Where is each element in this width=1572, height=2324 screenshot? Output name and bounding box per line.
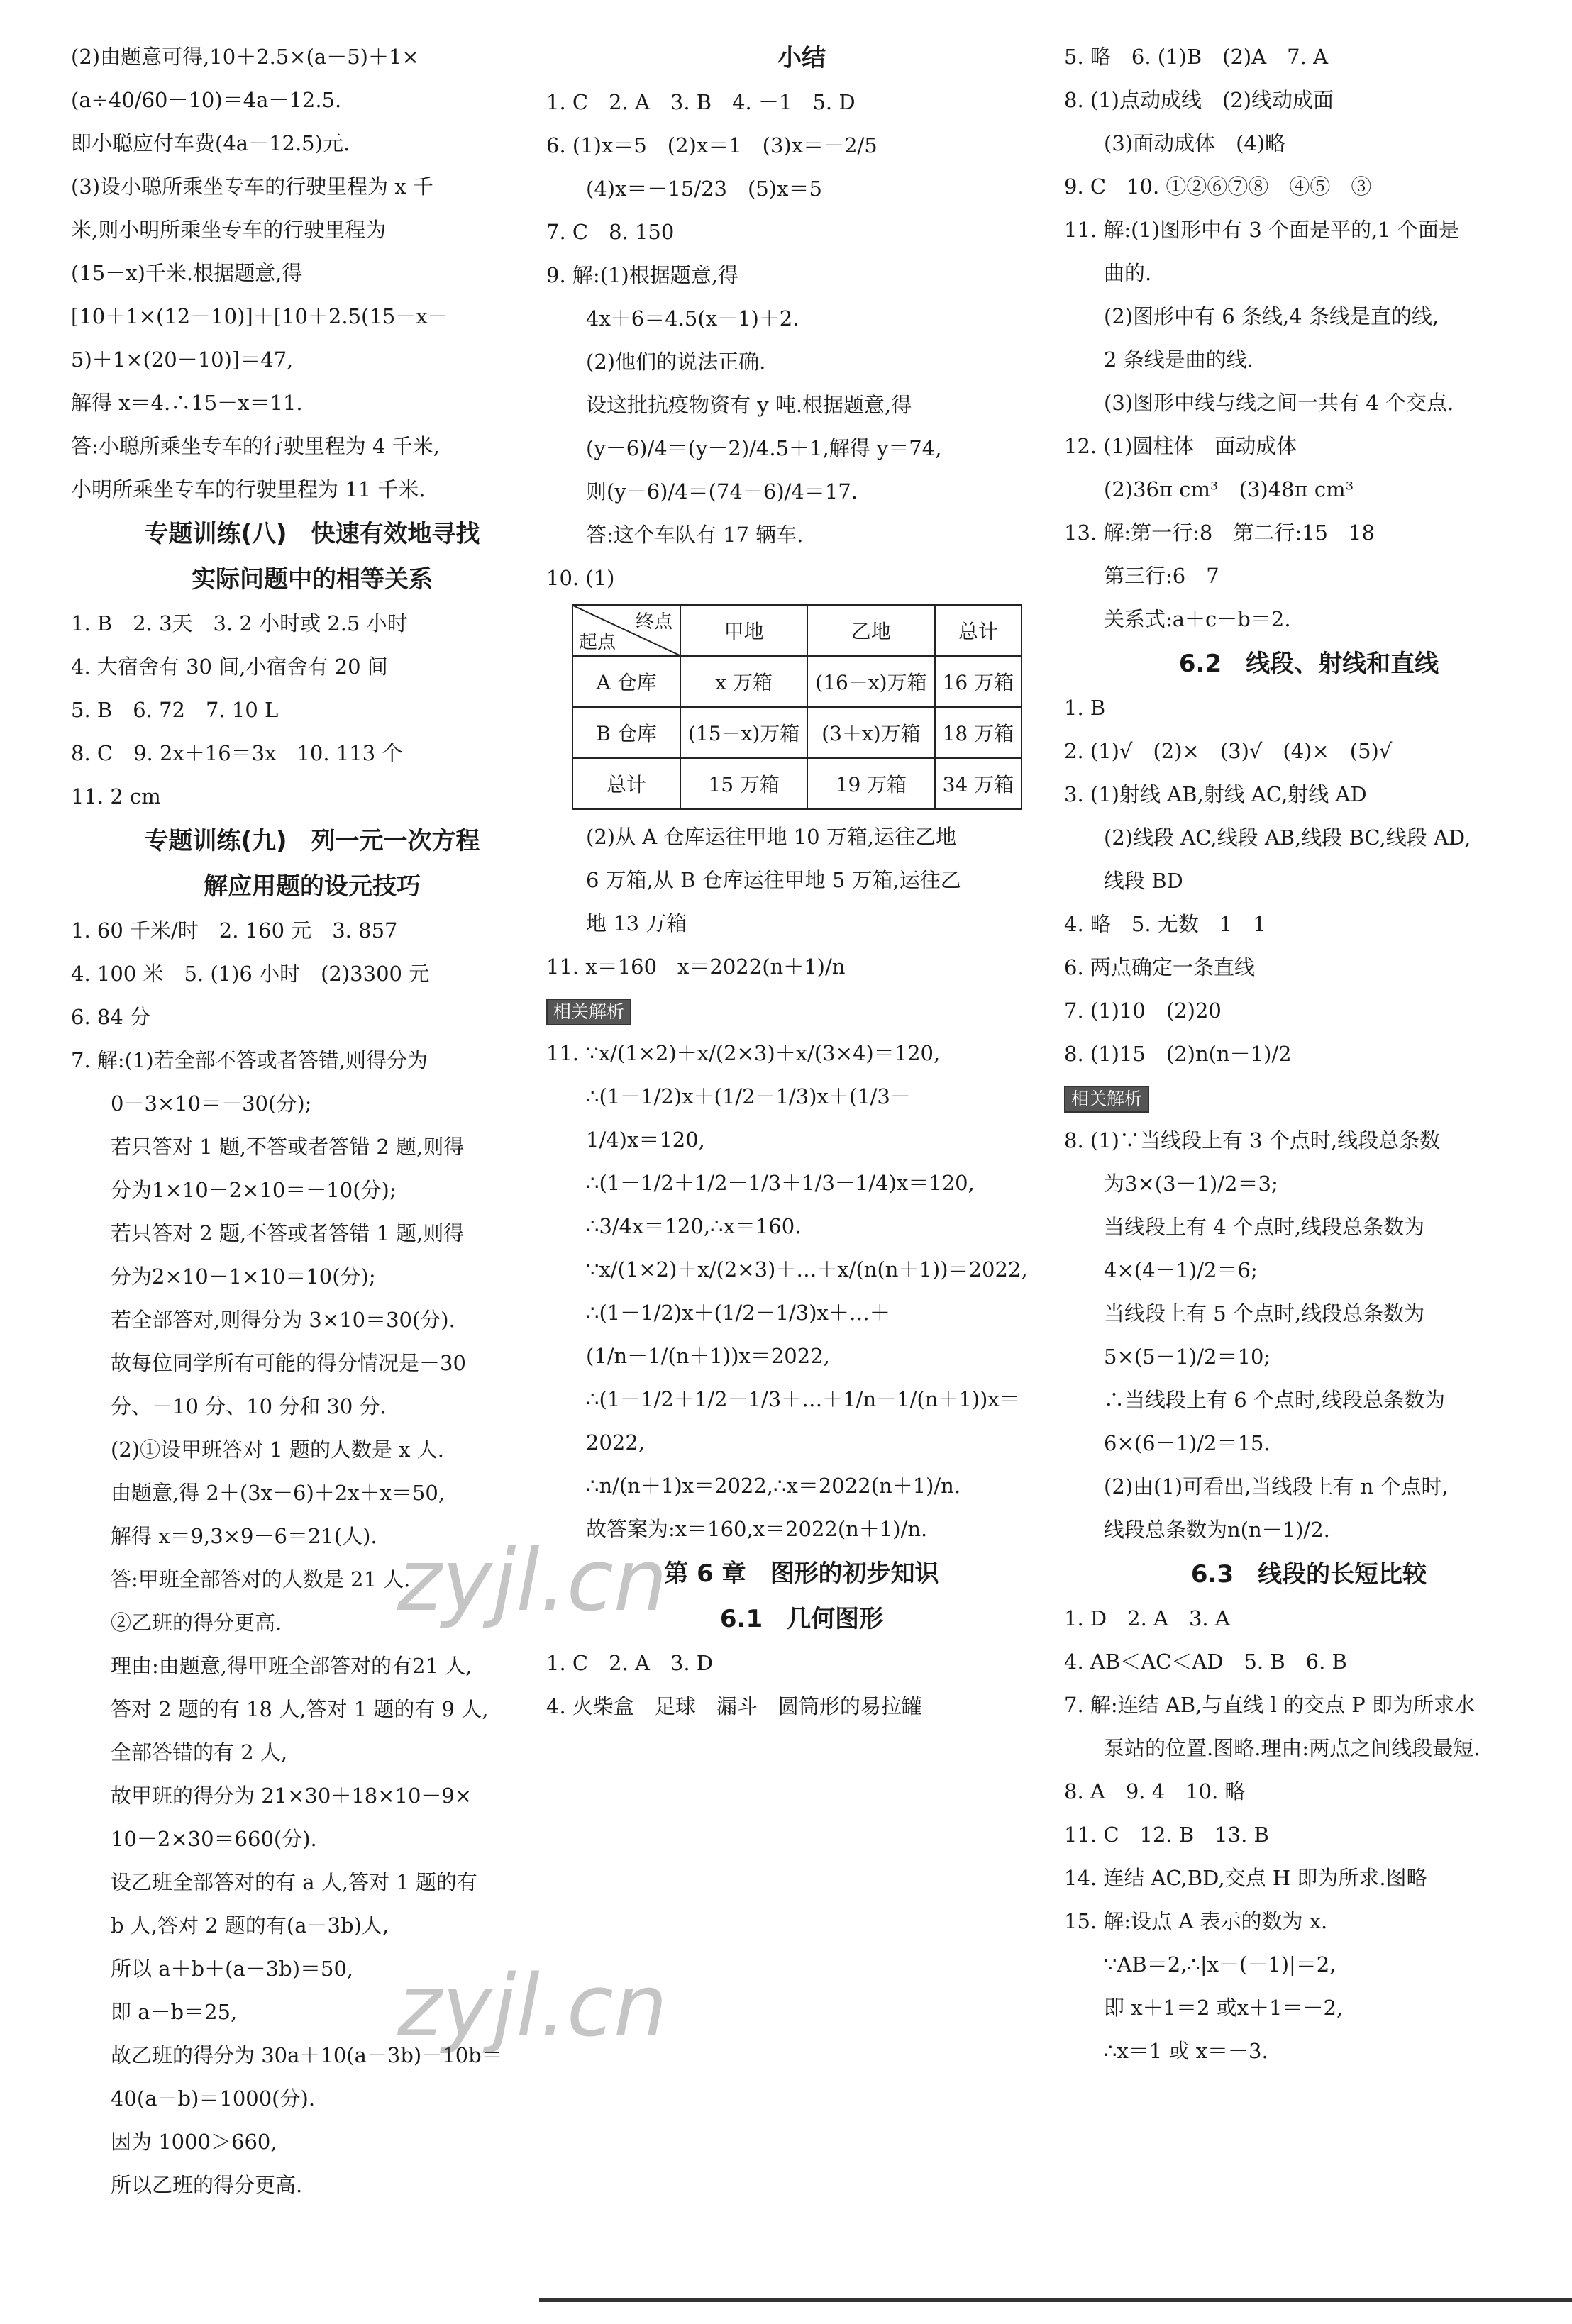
answer-line: (3)面动成体 (4)略 (1104, 131, 1286, 155)
answer-line: b 人,答对 2 题的有(a－3b)人, (111, 1913, 389, 1937)
answer-line: ②乙班的得分更高. (111, 1611, 282, 1635)
answer-line: 答:这个车队有 17 辆车. (586, 523, 804, 547)
section-heading: 实际问题中的相等关系 (192, 565, 433, 594)
answer-line: 小明所乘坐专车的行驶里程为 11 千米. (71, 477, 426, 501)
answer-line: 全部答错的有 2 人, (111, 1740, 288, 1764)
answer-line: 1. D 2. A 3. A (1064, 1606, 1230, 1630)
answer-line: (2)图形中有 6 条线,4 条线是直的线, (1104, 304, 1439, 328)
answer-line: 分为2×10－1×10＝10(分); (111, 1264, 376, 1289)
answer-line: ∴(1－1/2＋1/2－1/3＋1/3－1/4)x＝120, (586, 1171, 975, 1195)
answer-line: 即 x＋1＝2 或x＋1＝－2, (1104, 1996, 1344, 2020)
answer-line: 若只答对 2 题,不答或者答错 1 题,则得 (111, 1221, 465, 1245)
section-heading: 6.3 线段的长短比较 (1190, 1560, 1427, 1589)
watermark: zyjl.cn (397, 1532, 668, 1630)
answer-line: 2022, (586, 1430, 646, 1455)
answer-line: 答:甲班全部答对的人数是 21 人. (111, 1567, 411, 1591)
answer-line: 4. 大宿舍有 30 间,小宿舍有 20 间 (71, 655, 388, 679)
answer-line: ∴(1－1/2＋1/2－1/3＋…＋1/n－1/(n＋1))x＝ (586, 1387, 1020, 1411)
answer-line: 7. 解:(1)若全部不答或者答错,则得分为 (71, 1048, 428, 1072)
table-header-cell: 总计 (935, 605, 1022, 656)
answer-line: 4x＋6＝4.5(x－1)＋2. (586, 306, 799, 330)
answer-line: 7. (1)10 (2)20 (1064, 999, 1222, 1023)
answer-line: 11. ∵x/(1×2)＋x/(2×3)＋x/(3×4)＝120, (546, 1041, 941, 1065)
answer-line: 10－2×30＝660(分). (111, 1827, 317, 1851)
answer-line: (a÷40/60－10)＝4a－12.5. (71, 88, 342, 112)
answer-line: 7. C 8. 150 (546, 220, 675, 244)
answer-line: 1. C 2. A 3. D (546, 1651, 714, 1675)
answer-line: 答:小聪所乘坐专车的行驶里程为 4 千米, (71, 434, 440, 458)
section-heading: 小结 (777, 44, 826, 72)
table-row (572, 707, 1022, 758)
answer-line: 6. 两点确定一条直线 (1064, 955, 1255, 979)
answer-line: ∴当线段上有 6 个点时,线段总条数为 (1104, 1388, 1446, 1412)
answer-line: 为3×(3－1)/2＝3; (1104, 1172, 1278, 1196)
answer-line: (2)从 A 仓库运往甲地 10 万箱,运往乙地 (586, 825, 957, 849)
answer-line: (2)由题意可得,10＋2.5×(a－5)＋1× (71, 45, 419, 69)
answer-line: 4. 100 米 5. (1)6 小时 (2)3300 元 (71, 962, 430, 986)
answer-line: 11. x＝160 x＝2022(n＋1)/n (546, 955, 846, 979)
tag-line (546, 989, 1057, 1032)
answer-line: 2 条线是曲的线. (1104, 348, 1253, 372)
answer-line: (2)线段 AC,线段 AB,线段 BC,线段 AD, (1104, 825, 1471, 850)
answer-line: 40(a－b)＝1000(分). (111, 2086, 316, 2111)
table-corner-cell (572, 605, 680, 656)
corner-bottom-label: 起点 (579, 632, 616, 653)
answer-line: (4)x＝－15/23 (5)x＝5 (586, 177, 822, 201)
answer-line: 设乙班全部答对的有 a 人,答对 1 题的有 (111, 1870, 477, 1894)
section-heading: 专题训练(八) 快速有效地寻找 (144, 520, 480, 548)
answer-line: 所以乙班的得分更高. (111, 2173, 303, 2197)
answer-line: ∵x/(1×2)＋x/(2×3)＋…＋x/(n(n＋1))＝2022, (586, 1257, 1028, 1281)
answer-line: 6. 84 分 (71, 1005, 151, 1029)
answer-line: 分为1×10－2×10＝－10(分); (111, 1178, 397, 1202)
section-heading: 6.1 几何图形 (719, 1605, 884, 1633)
table-header-cell: 甲地 (680, 605, 807, 656)
table-cell: 19 万箱 (807, 758, 934, 809)
answer-line: 关系式:a＋c－b＝2. (1104, 607, 1291, 631)
answer-line: 因为 1000＞660, (111, 2130, 277, 2154)
answer-line: (2)36π cm³ (3)48π cm³ (1104, 477, 1354, 501)
answer-line: (2)他们的说法正确. (586, 350, 766, 374)
answer-line: 6. (1)x＝5 (2)x＝1 (3)x＝－2/5 (546, 133, 878, 157)
answer-line: 6 万箱,从 B 仓库运往甲地 5 万箱,运往乙 (586, 868, 961, 892)
answer-line: 1. B 2. 3天 3. 2 小时或 2.5 小时 (71, 611, 408, 635)
answer-line: 故答案为:x＝160,x＝2022(n＋1)/n. (586, 1517, 928, 1541)
answer-line: 解得 x＝9,3×9－6＝21(人). (111, 1524, 377, 1548)
answer-line: 14. 连结 AC,BD,交点 H 即为所求.图略 (1064, 1866, 1427, 1890)
table-cell: (3＋x)万箱 (807, 707, 934, 758)
table-cell: 15 万箱 (680, 758, 807, 809)
answer-line: 则(y－6)/4＝(74－6)/4＝17. (586, 479, 858, 504)
answer-line: 8. A 9. 4 10. 略 (1064, 1779, 1246, 1803)
answer-line: 设这批抗疫物资有 y 吨.根据题意,得 (586, 393, 912, 417)
section-heading: 6.2 线段、射线和直线 (1178, 650, 1439, 678)
table-cell: 34 万箱 (935, 758, 1022, 809)
answer-line: ∴n/(n＋1)x＝2022,∴x＝2022(n＋1)/n. (586, 1474, 961, 1498)
answer-line: 理由:由题意,得甲班全部答对的有21 人, (111, 1654, 472, 1678)
corner-top-label: 终点 (635, 611, 672, 633)
answer-line: 11. 解:(1)图形中有 3 个面是平的,1 个面是 (1064, 218, 1459, 242)
answer-line: (1/n－1/(n＋1))x＝2022, (586, 1344, 830, 1368)
answer-line: ∴x＝1 或 x＝－3. (1104, 2039, 1268, 2063)
answer-line: (2)①设甲班答对 1 题的人数是 x 人. (111, 1438, 444, 1462)
table-header-cell: 乙地 (807, 605, 934, 656)
answer-line: 5×(5－1)/2＝10; (1104, 1345, 1271, 1369)
related-analysis-tag: 相关解析 (1064, 1086, 1149, 1113)
answer-line: 所以 a＋b＋(a－3b)＝50, (111, 1957, 354, 1981)
answer-line: 曲的. (1104, 261, 1152, 285)
answer-line: 2. (1)√ (2)× (3)√ (4)× (5)√ (1064, 739, 1393, 763)
answer-line: 8. C 9. 2x＋16＝3x 10. 113 个 (71, 741, 403, 765)
answer-line: ∴3/4x＝120,∴x＝160. (586, 1214, 802, 1238)
answer-line: 0－3×10＝－30(分); (111, 1091, 312, 1116)
answer-line: 5. 略 6. (1)B (2)A 7. A (1064, 45, 1329, 69)
section-heading: 第 6 章 图形的初步知识 (664, 1559, 939, 1588)
tag-line (1064, 1076, 1554, 1119)
related-analysis-tag: 相关解析 (546, 999, 631, 1025)
answer-line: 线段 BD (1104, 869, 1183, 893)
answer-line: 米,则小明所乘坐专车的行驶里程为 (71, 218, 387, 242)
answer-line: (3)图形中线与线之间一共有 4 个交点. (1104, 391, 1454, 415)
answer-line: 若全部答对,则得分为 3×10＝30(分). (111, 1308, 455, 1332)
answer-line: 8. (1)15 (2)n(n－1)/2 (1064, 1042, 1292, 1066)
table-cell: x 万箱 (680, 656, 807, 707)
column-right (1064, 35, 1554, 2073)
answer-line: 当线段上有 4 个点时,线段总条数为 (1104, 1215, 1425, 1239)
answer-line: 11. C 12. B 13. B (1064, 1823, 1269, 1847)
section-heading: 解应用题的设元技巧 (204, 872, 421, 901)
answer-line: 解得 x＝4.∴15－x＝11. (71, 391, 303, 415)
watermark: zyjl.cn (397, 1957, 668, 2056)
table-row-label: 总计 (572, 758, 680, 809)
answer-line: ∵AB＝2,∴|x－(－1)|＝2, (1104, 1952, 1336, 1976)
shipping-table (572, 604, 1022, 810)
answer-line: (y－6)/4＝(y－2)/4.5＋1,解得 y＝74, (586, 436, 942, 460)
answer-line: 6×(6－1)/2＝15. (1104, 1431, 1271, 1455)
bottom-rule (539, 2298, 1572, 2302)
answer-line: 9. C 10. ①②⑥⑦⑧ ④⑤ ③ (1064, 174, 1372, 199)
answer-line: 8. (1)点动成线 (2)线动成面 (1064, 88, 1334, 112)
table-row-label: A 仓库 (572, 656, 680, 707)
table-row (572, 758, 1022, 809)
answer-line: 8. (1)∵当线段上有 3 个点时,线段总条数 (1064, 1128, 1441, 1152)
answer-line: (15－x)千米.根据题意,得 (71, 261, 303, 285)
answer-line: 5. B 6. 72 7. 10 L (71, 698, 279, 722)
answer-line: [10＋1×(12－10)]＋[10＋2.5(15－x－ (71, 304, 448, 328)
answer-line: ∴(1－1/2)x＋(1/2－1/3)x＋(1/3－ (586, 1084, 911, 1108)
table-row (572, 656, 1022, 707)
middle-top-block (546, 35, 1057, 600)
column-middle (546, 35, 1057, 1728)
table-row-label: B 仓库 (572, 707, 680, 758)
answer-line: 4. 略 5. 无数 1 1 (1064, 912, 1266, 936)
column-left (71, 35, 553, 2207)
section-heading: 专题训练(九) 列一元一次方程 (144, 827, 480, 855)
answer-line: 4. AB＜AC＜AD 5. B 6. B (1064, 1650, 1347, 1674)
answer-line: 分、－10 分、10 分和 30 分. (111, 1394, 387, 1418)
table-cell: (15－x)万箱 (680, 707, 807, 758)
answer-line: 即小聪应付车费(4a－12.5)元. (71, 131, 350, 155)
answer-line: 5)＋1×(20－10)]＝47, (71, 348, 294, 372)
answer-line: 由题意,得 2＋(3x－6)＋2x＋x＝50, (111, 1481, 445, 1505)
answer-line: 4×(4－1)/2＝6; (1104, 1258, 1258, 1282)
answer-line: (2)由(1)可看出,当线段上有 n 个点时, (1104, 1474, 1449, 1499)
answer-line: (3)设小聪所乘坐专车的行驶里程为 x 千 (71, 174, 433, 199)
answer-line: 故每位同学所有可能的得分情况是－30 (111, 1351, 466, 1375)
answer-line: 若只答对 1 题,不答或者答错 2 题,则得 (111, 1135, 465, 1159)
table-cell: 16 万箱 (935, 656, 1022, 707)
answer-line: 12. (1)圆柱体 面动成体 (1064, 434, 1297, 458)
answer-line: 9. 解:(1)根据题意,得 (546, 263, 738, 287)
answer-line: 3. (1)射线 AB,射线 AC,射线 AD (1064, 782, 1367, 806)
answer-line: 1. B (1064, 696, 1106, 720)
answer-line: 当线段上有 5 个点时,线段总条数为 (1104, 1301, 1425, 1325)
answer-line: ∴(1－1/2)x＋(1/2－1/3)x＋…＋ (586, 1301, 890, 1325)
answer-line: 即 a－b＝25, (111, 2000, 238, 2024)
answer-line: 4. 火柴盒 足球 漏斗 圆筒形的易拉罐 (546, 1694, 922, 1718)
answer-line: 7. 解:连结 AB,与直线 l 的交点 P 即为所求水 (1064, 1693, 1476, 1717)
table-cell: (16－x)万箱 (807, 656, 934, 707)
answer-line: 10. (1) (546, 566, 615, 590)
answer-line: 1/4)x＝120, (586, 1128, 705, 1152)
answer-line: 15. 解:设点 A 表示的数为 x. (1064, 1909, 1328, 1933)
answer-line: 11. 2 cm (71, 784, 161, 808)
answer-line: 13. 解:第一行:8 第二行:15 18 (1064, 521, 1375, 545)
answer-line: 地 13 万箱 (586, 911, 687, 935)
answer-line: 故甲班的得分为 21×30＋18×10－9× (111, 1784, 472, 1808)
answer-line: 线段总条数为n(n－1)/2. (1104, 1518, 1330, 1542)
answer-line: 1. 60 千米/时 2. 160 元 3. 857 (71, 918, 398, 943)
answer-line: 1. C 2. A 3. B 4. －1 5. D (546, 90, 856, 114)
answer-line: 答对 2 题的有 18 人,答对 1 题的有 9 人, (111, 1697, 489, 1721)
answer-line: 故乙班的得分为 30a＋10(a－3b)－10b＝ (111, 2043, 502, 2067)
answer-line: 第三行:6 7 (1104, 564, 1219, 588)
answer-line: 泵站的位置.图略.理由:两点之间线段最短. (1104, 1736, 1480, 1760)
table-cell: 18 万箱 (935, 707, 1022, 758)
